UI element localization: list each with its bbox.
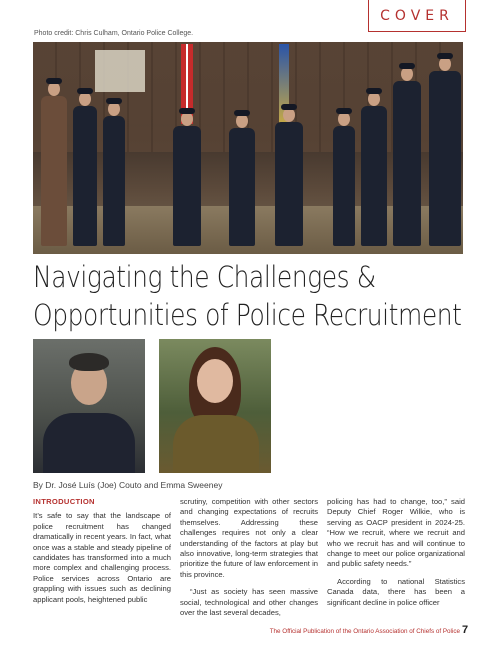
officer-figure <box>393 81 421 246</box>
paragraph: scrutiny, competition with other sectors and changing expectations of recruits themselves. Addressing these challenges requires not only a clear understanding of the factors at play but also innovative, long-term strategies that prioritize the future of law enforcement in this province. <box>180 497 318 579</box>
officer-figure <box>41 96 67 246</box>
portrait-face <box>197 359 233 403</box>
officer-figure <box>275 122 303 246</box>
officer-figure <box>229 128 255 246</box>
author-portrait-sweeney <box>159 339 271 473</box>
section-tab: COVER <box>368 0 466 32</box>
page-number: 7 <box>462 624 469 636</box>
hero-wall-sign <box>95 50 145 92</box>
officer-figure <box>173 126 201 246</box>
officer-figure <box>361 106 387 246</box>
paragraph: policing has had to change, too,” said Deputy Chief Roger Wilkie, who is serving as OACP president in 2024-25. “How we recruit, where we recruit and who we recruit has and will continue to change to meet our police organizational and public safety needs.” <box>327 497 465 569</box>
photo-credit: Photo credit: Chris Culham, Ontario Police College. <box>34 30 194 37</box>
paragraph: According to national Statistics Canada data, there has been a significant decline in police officer <box>327 576 465 607</box>
portrait-hair <box>69 353 109 371</box>
author-portrait-couto <box>33 339 145 473</box>
paragraph: “Just as society has seen massive social, technological and other changes over the last several decades, <box>180 587 318 618</box>
article-headline: Navigating the Challenges & Opportunities of Police Recruitment <box>33 260 462 332</box>
publication-footer: The Official Publication of the Ontario Association of Chiefs of Police <box>269 628 460 635</box>
article-column-1 <box>33 497 171 612</box>
article-column-2 <box>180 497 318 625</box>
officer-figure <box>333 126 355 246</box>
byline: By Dr. José Luís (Joe) Couto and Emma Sweeney <box>33 480 223 490</box>
portrait-torso <box>173 415 259 473</box>
officer-figure <box>429 71 461 246</box>
paragraph: It’s safe to say that the landscape of police recruitment has changed dramatically in recent years. In fact, what once was a stable and steady pipeline of candidates has transformed into a much more complex and challenging process. Police services across Ontario are grappling with issues such as declining applicant pools, heightened public <box>33 511 171 604</box>
section-heading: INTRODUCTION <box>33 497 95 506</box>
officer-figure <box>103 116 125 246</box>
officer-figure <box>73 106 97 246</box>
hero-photo <box>33 42 463 254</box>
article-column-3 <box>327 497 465 615</box>
portrait-torso <box>43 413 135 473</box>
